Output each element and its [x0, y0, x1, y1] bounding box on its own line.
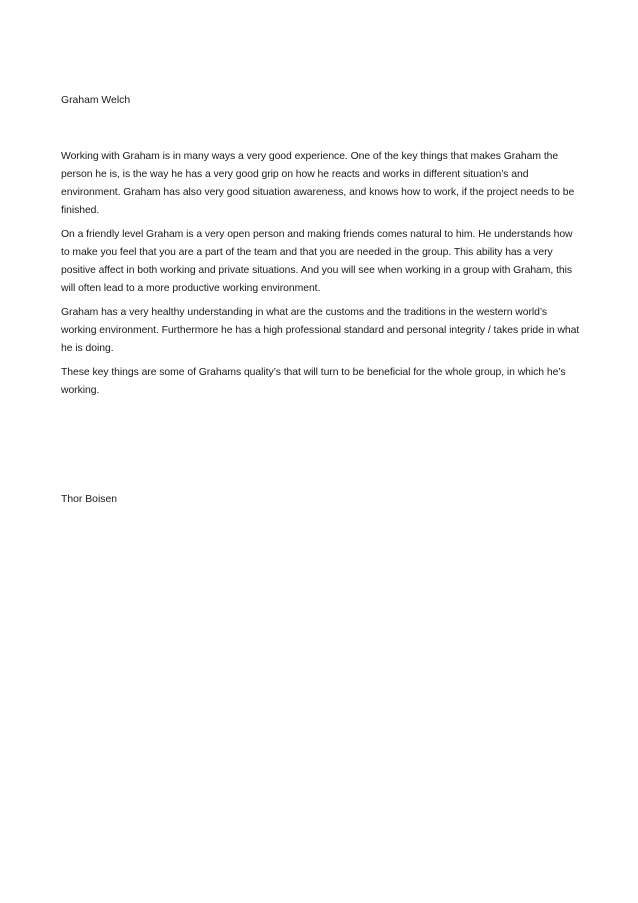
- paragraph-3: Graham has a very healthy understanding in what are the customs and the traditions in the western world’s working environment. Furthermore he has a high professional standard and personal integrity / takes pride in what he is doing.: [61, 307, 580, 354]
- paragraph-1: Working with Graham is in many ways a very good experience. One of the key things that makes Graham the person he is, is the way he has a very good grip on how he reacts and works in different situation’s and environment. Graham has also very good situation awareness, and knows how to work, if the project needs to be finished.: [61, 151, 575, 216]
- letter-body: [61, 148, 581, 400]
- recipient-name: Graham Welch: [61, 95, 131, 106]
- signature-name: Thor Boisen: [61, 494, 118, 505]
- paragraph-4: These key things are some of Grahams quality’s that will turn to be beneficial for the whole group, in which he’s working.: [61, 367, 566, 396]
- letter-content: [61, 92, 581, 509]
- paragraph-2: On a friendly level Graham is a very open person and making friends comes natural to him. He understands how to make you feel that you are a part of the team and that you are needed in the group. This ability has a very positive affect in both working and private situations. And you will see when working in a group with Graham, this will often lead to a more productive working environment.: [61, 229, 573, 294]
